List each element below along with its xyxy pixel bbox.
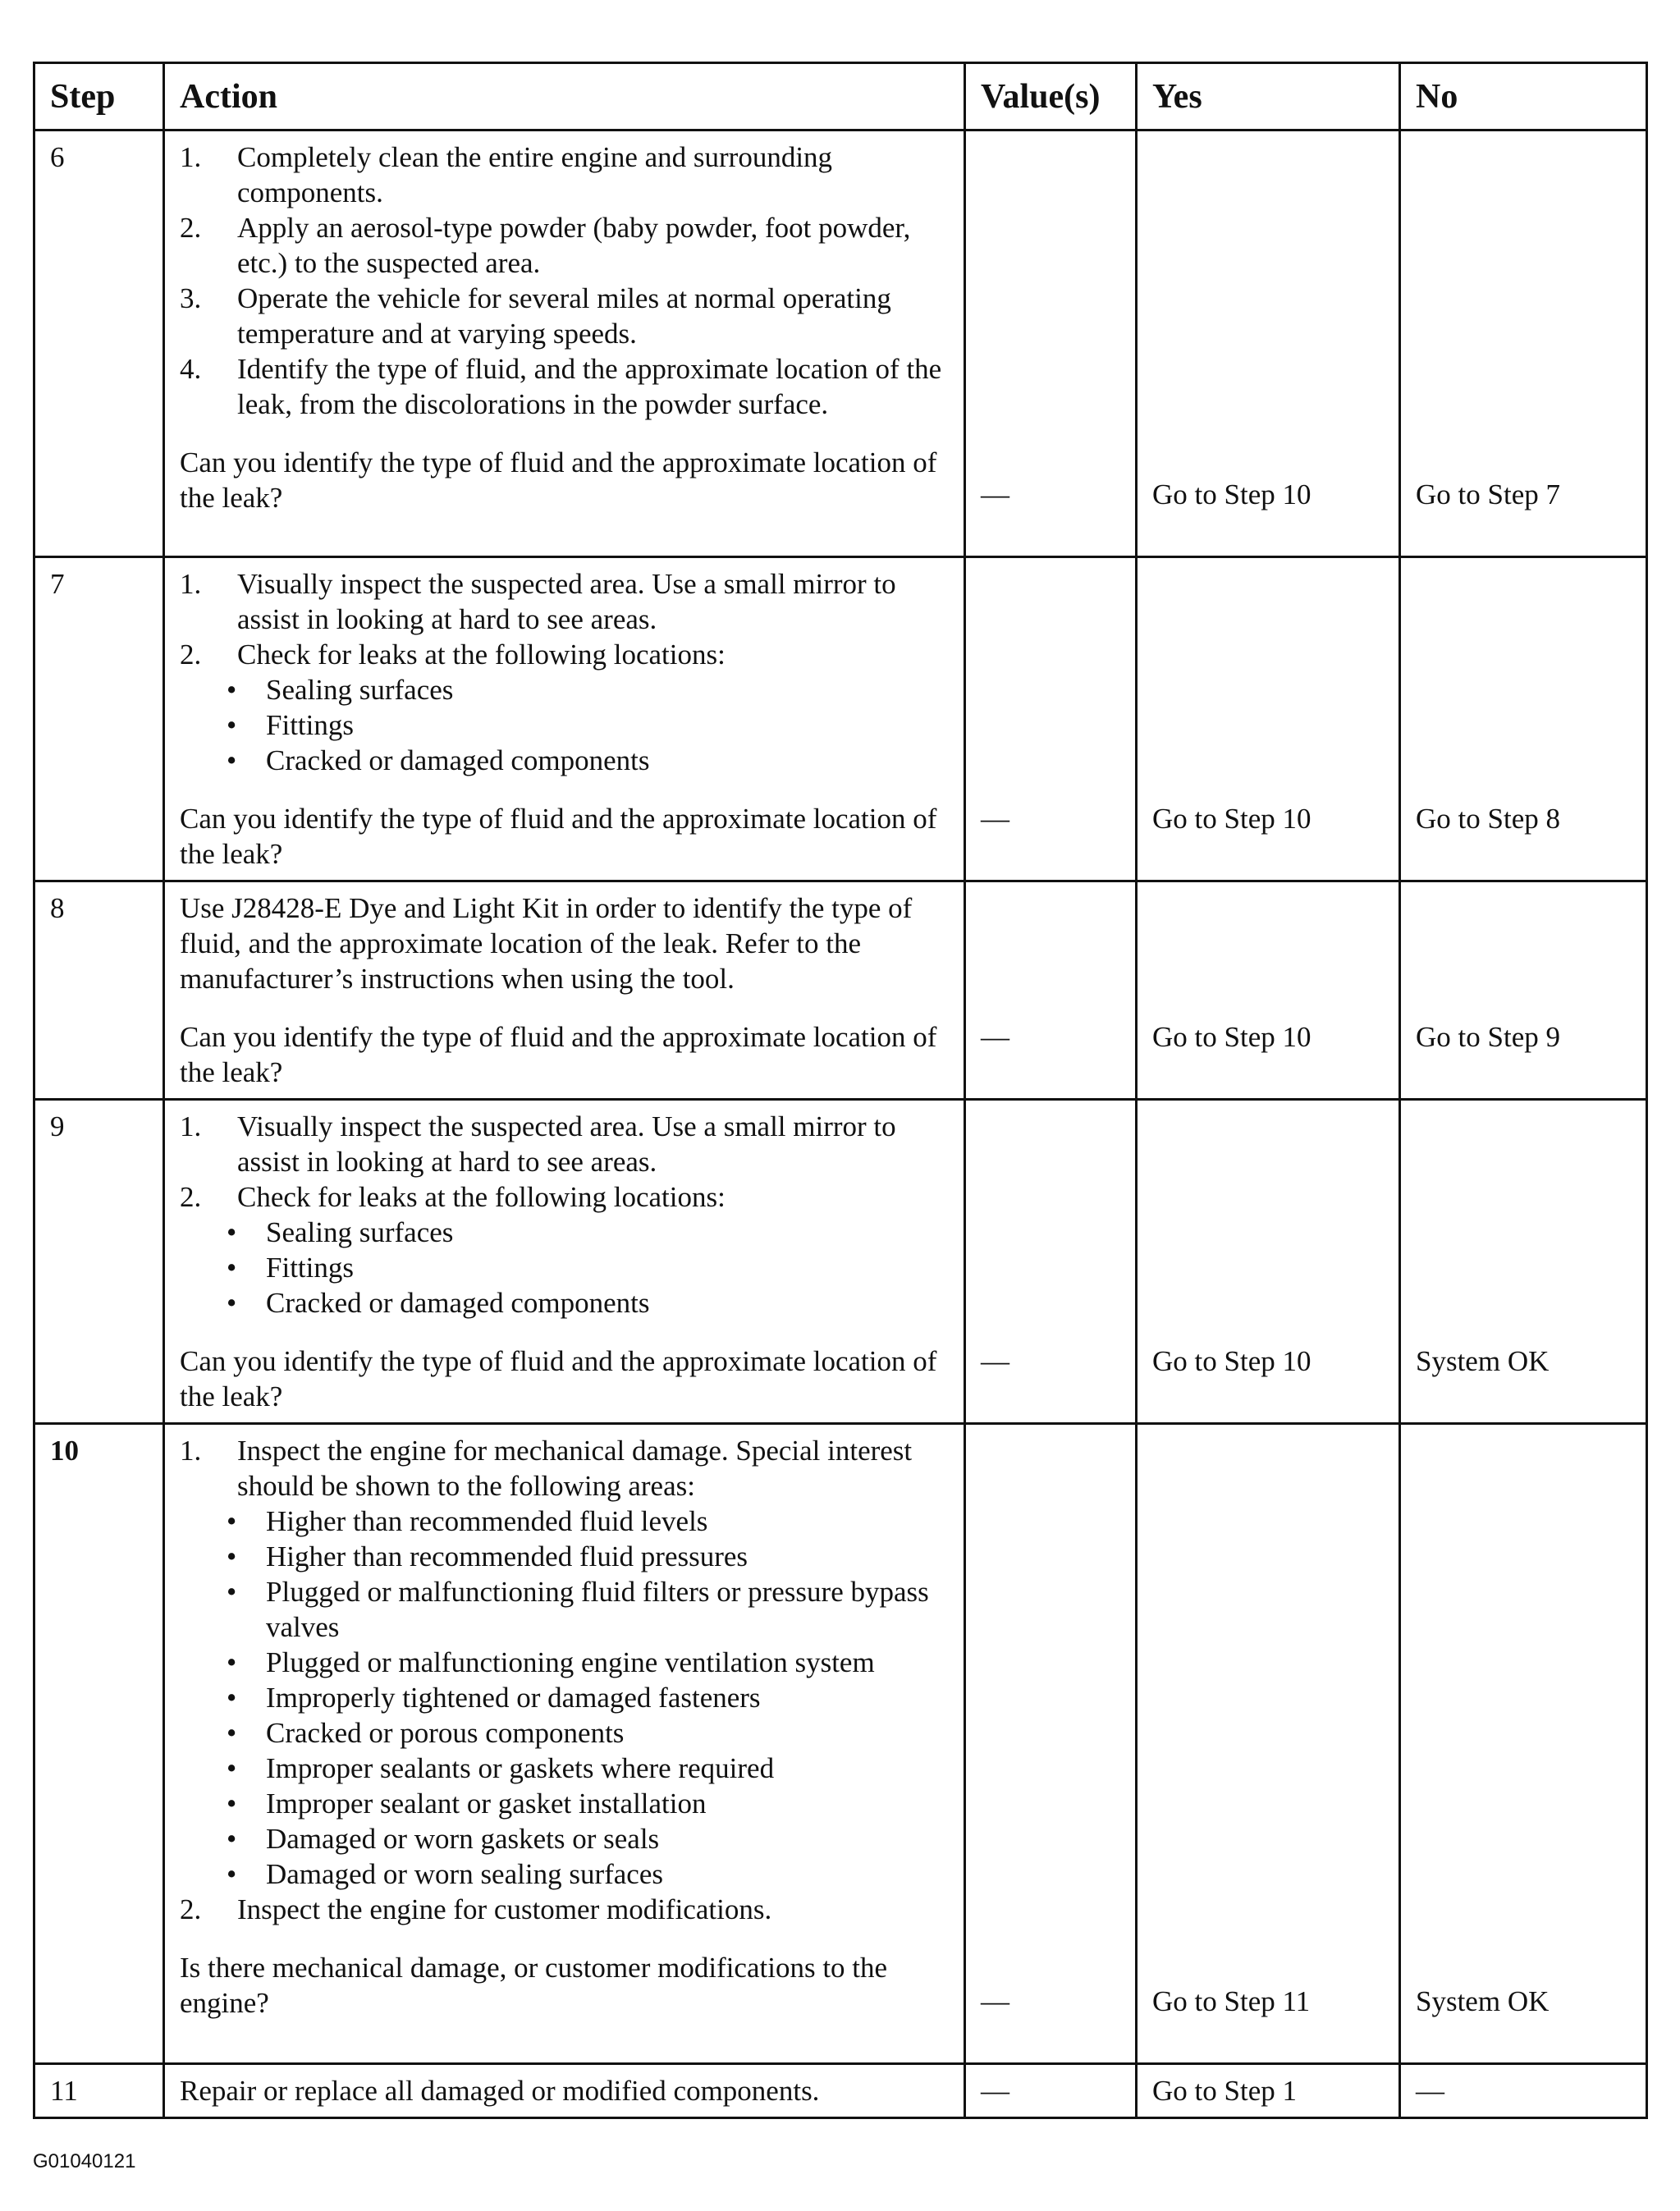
list-item: 2. Inspect the engine for customer modifications. [180,1893,772,1925]
value-cell [965,557,1137,881]
yes-cell [1137,1100,1400,1424]
bullet-item: • Sealing surfaces [227,1216,454,1248]
no-cell [1400,881,1647,1100]
value-text: — [981,478,1009,510]
value-cell: — [965,2064,1137,2118]
yes-cell [1137,881,1400,1100]
table-row-step-10 [34,1424,1647,2064]
header-no: No [1400,63,1647,130]
list-item: 1. Visually inspect the suspected area. Use a small mirror to assist in looking at hard to see areas. [180,568,896,635]
question-text: Can you identify the type of fluid and the approximate location of the leak? [180,803,937,870]
question-text: Is there mechanical damage, or customer modifications to the engine? [180,1952,888,2019]
bullet-item: • Fittings [227,709,354,741]
value-cell [965,1424,1137,2064]
step-number: 11 [34,2064,164,2118]
no-text: Go to Step 9 [1416,1021,1560,1053]
yes-cell [1137,557,1400,881]
value-cell [965,1100,1137,1424]
action-cell [164,1100,965,1424]
value-cell [965,881,1137,1100]
yes-text: Go to Step 10 [1152,478,1311,510]
bullet-item: • Plugged or malfunctioning fluid filters or pressure bypass valves [227,1576,929,1643]
action-cell [164,130,965,557]
bullet-list [208,672,949,778]
no-cell [1400,557,1647,881]
yes-cell [1137,1424,1400,2064]
bullet-item: • Higher than recommended fluid levels [227,1505,708,1537]
value-text: — [981,1345,1009,1377]
list-item: 1. Completely clean the entire engine and surrounding components. [180,141,833,208]
yes-cell: Go to Step 1 [1137,2064,1400,2118]
value-text: — [981,1021,1009,1053]
action-list [180,1433,949,1927]
action-cell [164,557,965,881]
step-number: 8 [34,881,164,1100]
action-cell [164,1424,965,2064]
step-number: 7 [34,557,164,881]
yes-text: Go to Step 10 [1152,1021,1311,1053]
step-number: 6 [34,130,164,557]
bullet-item: • Sealing surfaces [227,674,454,706]
step-number: 9 [34,1100,164,1424]
action-list [180,1109,949,1321]
table-header-row [34,63,1647,130]
yes-text: Go to Step 10 [1152,1345,1311,1377]
bullet-list [208,1215,949,1321]
diagnostic-table-sheet [33,62,1646,2119]
table-row-step-7 [34,557,1647,881]
bullet-item: • Higher than recommended fluid pressures [227,1540,748,1572]
table-row-step-6 [34,130,1647,557]
action-cell [164,881,965,1100]
bullet-item: • Improper sealant or gasket installation [227,1788,707,1820]
bullet-item: • Damaged or worn gaskets or seals [227,1823,660,1855]
action-cell: Repair or replace all damaged or modified components. [164,2064,965,2118]
value-text: — [981,1985,1009,2017]
list-item: 2. Check for leaks at the following locations: • Sealing surfaces • Fittings • Cracked or damaged components [180,1179,949,1321]
bullet-item: • Damaged or worn sealing surfaces [227,1858,663,1890]
no-text: Go to Step 8 [1416,803,1560,835]
figure-code: G01040121 [33,2150,136,2172]
bullet-item: • Improperly tightened or damaged fasteners [227,1682,761,1714]
value-text: — [981,803,1009,835]
step-number: 10 [34,1424,164,2064]
list-item: 1. Inspect the engine for mechanical damage. Special interest should be shown to the following areas: • Higher than recommended fluid levels • Higher than recommended fluid pressures • Plugged or malfunctioning fluid filters or pressure bypass valves • Plugged or malfunctioning engine ventilation system • Improperly tightened or damaged fasteners • Cracked or porous components • Improper sealants or gaskets where required • Improper sealant or gasket installation • Damaged or worn gaskets or seals • Damaged or worn sealing surfaces [180,1433,949,1892]
question-text: Can you identify the type of fluid and the approximate location of the leak? [180,446,937,514]
question-text: Can you identify the type of fluid and the approximate location of the leak? [180,1345,937,1412]
no-text: Go to Step 7 [1416,478,1560,510]
no-text: System OK [1416,1985,1550,2017]
list-item: 3. Operate the vehicle for several miles at normal operating temperature and at varying speeds. [180,282,891,350]
no-cell: — [1400,2064,1647,2118]
bullet-item: • Fittings [227,1252,354,1284]
no-text: System OK [1416,1345,1550,1377]
bullet-item: • Cracked or damaged components [227,744,650,776]
bullet-item: • Cracked or damaged components [227,1287,650,1319]
action-paragraph: Use J28428-E Dye and Light Kit in order to identify the type of fluid, and the approximate location of the leak. Refer to the manufacturer’s instructions when using the tool. [180,892,913,995]
bullet-item: • Improper sealants or gaskets where required [227,1752,775,1784]
yes-text: Go to Step 10 [1152,803,1311,835]
action-list [180,566,949,778]
list-item: 4. Identify the type of fluid, and the approximate location of the leak, from the discolorations in the powder surface. [180,353,942,420]
bullet-item: • Cracked or porous components [227,1717,625,1749]
header-step: Step [34,63,164,130]
no-cell [1400,1100,1647,1424]
bullet-list [208,1504,949,1892]
header-values: Value(s) [965,63,1137,130]
yes-cell [1137,130,1400,557]
value-cell [965,130,1137,557]
list-item: 1. Visually inspect the suspected area. Use a small mirror to assist in looking at hard to see areas. [180,1110,896,1178]
table-row-step-11 [34,2064,1647,2118]
question-text: Can you identify the type of fluid and the approximate location of the leak? [180,1021,937,1088]
table-row-step-9 [34,1100,1647,1424]
list-item: 2. Apply an aerosol-type powder (baby powder, foot powder, etc.) to the suspected area. [180,212,911,279]
list-item: 2. Check for leaks at the following locations: • Sealing surfaces • Fittings • Cracked or damaged components [180,637,949,778]
header-yes: Yes [1137,63,1400,130]
header-action: Action [164,63,965,130]
table-row-step-8 [34,881,1647,1100]
action-list [180,140,949,422]
no-cell [1400,130,1647,557]
yes-text: Go to Step 11 [1152,1985,1311,2017]
diagnostic-table [33,62,1648,2119]
no-cell [1400,1424,1647,2064]
bullet-item: • Plugged or malfunctioning engine ventilation system [227,1646,875,1678]
